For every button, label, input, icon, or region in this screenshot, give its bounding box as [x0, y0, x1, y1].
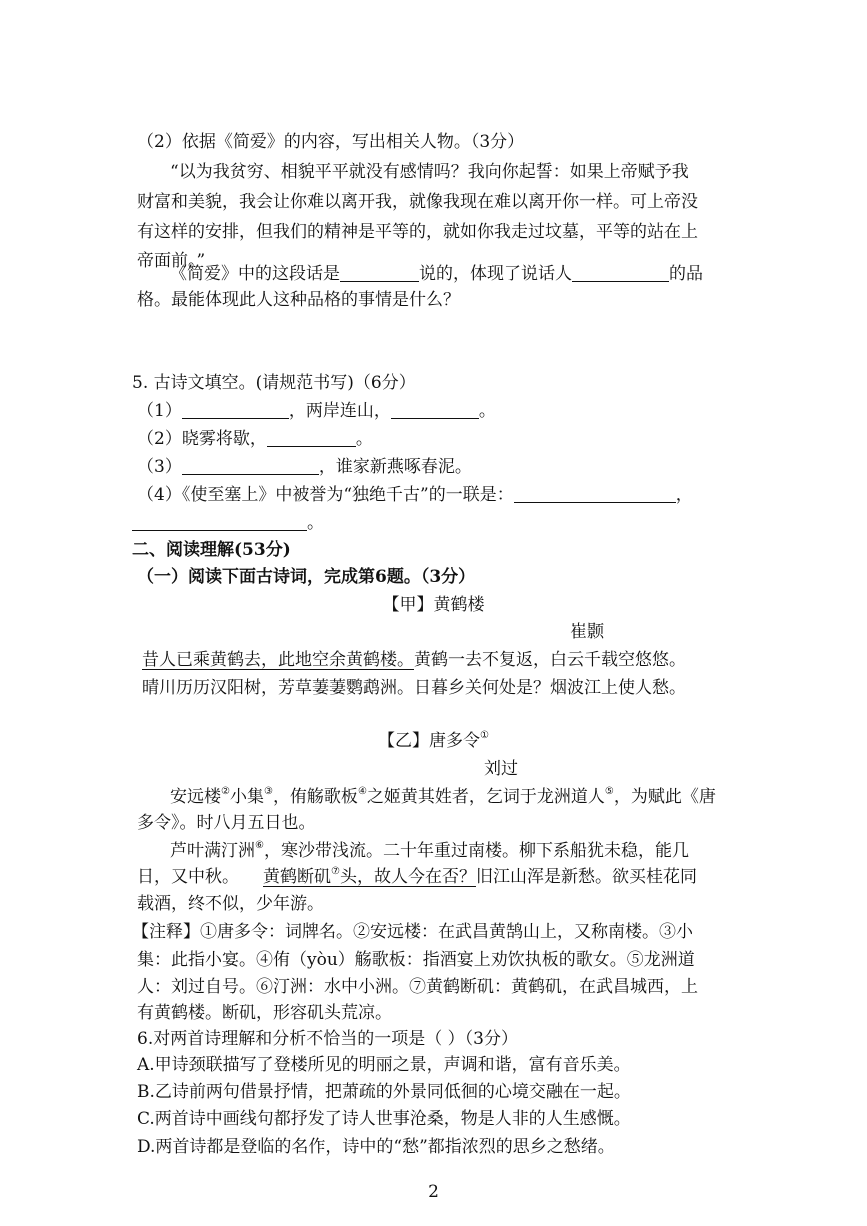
quote-line-4: 帝面前。”	[137, 251, 206, 271]
q6-option-a[interactable]: A.甲诗颈联描写了登楼所见的明丽之景，声调和谐，富有音乐美。	[137, 1055, 631, 1075]
underlined-line-b: 黄鹤断矶⑦头，故人今在否？	[263, 866, 476, 887]
q6-option-b[interactable]: B.乙诗前两句借景抒情，把萧疏的外景同低徊的心境交融在一起。	[137, 1082, 631, 1102]
poem-b-body-2: 日，又中秋。 黄鹤断矶⑦头，故人今在否？旧江山浑是新愁。欲买桂花同	[137, 866, 697, 887]
q6-option-c[interactable]: C.两首诗中画线句都抒发了诗人世事沧桑，物是人非的人生感慨。	[137, 1109, 631, 1129]
quote-line-3: 有这样的安排，但我们的精神是平等的，就如你我走过坟墓，平等的站在上	[137, 222, 698, 242]
q5-item-2: （2）晓雾将歇， 。	[137, 429, 373, 449]
quote-line-1: “以为我贫穷、相貌平平就没有感情吗？我向你起誓：如果上帝赋予我	[170, 162, 689, 182]
page-number: 2	[428, 1182, 439, 1202]
poem-a-line-2: 晴川历历汉阳树，芳草萋萋鹦鹉洲。日暮乡关何处是？烟波江上使人愁。	[142, 678, 686, 698]
q6-stem: 6.对两首诗理解和分析不恰当的一项是（ ）（3分）	[137, 1029, 518, 1049]
q5-item-4: （4）《使至塞上》中被誉为“独绝千古”的一联是： ，	[137, 485, 693, 505]
notes-line-1: 【注释】①唐多令：词牌名。②安远楼：在武昌黄鹄山上，又称南楼。③小	[132, 922, 693, 942]
notes-line-2: 集：此指小宴。④侑（yòu）觞歌板：指酒宴上劝饮执板的歌女。⑤龙洲道	[137, 950, 695, 970]
poem-a-title: 【甲】黄鹤楼	[382, 595, 485, 615]
poem-b-body-3: 载酒，终不似，少年游。	[137, 894, 324, 914]
poem-b-preface-2: 多令》。时八月五日也。	[137, 813, 316, 833]
q5-item-3: （3） ，谁家新燕啄春泥。	[137, 457, 472, 477]
q5-item-4-cont: 。	[132, 512, 324, 534]
q5-title: 5. 古诗文填空。(请规范书写)（6分）	[132, 373, 416, 393]
notes-line-4: 有黄鹤楼。断矶，形容矶头荒凉。	[137, 1003, 392, 1023]
q5-item-1: （1） ，两岸连山， 。	[137, 401, 496, 421]
answer-blank-speaker[interactable]	[340, 265, 419, 282]
answer-blank-3[interactable]	[182, 458, 319, 475]
quote-line-2: 财富和美貌，我会让你难以离开我，就像我现在难以离开你一样。可上帝没	[137, 192, 698, 212]
q4-2-prompt-line-2: 格。最能体现此人这种品格的事情是什么？	[137, 290, 460, 310]
answer-blank-4b[interactable]	[132, 514, 307, 531]
poem-a-line-1: 昔人已乘黄鹤去，此地空余黄鹤楼。黄鹤一去不复返，白云千载空悠悠。	[142, 650, 686, 670]
answer-blank-character[interactable]	[572, 265, 669, 282]
q6-option-d[interactable]: D.两首诗都是登临的名作，诗中的“愁”都指浓烈的思乡之愁绪。	[137, 1137, 615, 1157]
answer-blank-1a[interactable]	[182, 402, 289, 419]
q4-2-title: （2）依据《简爱》的内容，写出相关人物。（3分）	[137, 132, 525, 152]
underlined-line-a: 昔人已乘黄鹤去，此地空余黄鹤楼。	[142, 650, 414, 670]
answer-blank-1b[interactable]	[391, 402, 479, 419]
poem-a-author: 崔颢	[570, 622, 604, 642]
poem-b-body-1: 芦叶满汀洲⑥，寒沙带浅流。二十年重过南楼。柳下系船犹未稳，能几	[170, 840, 689, 861]
answer-blank-2[interactable]	[267, 430, 356, 447]
section-2-sub-1: （一）阅读下面古诗词，完成第6题。（3分）	[137, 567, 476, 587]
q4-2-prompt: 《简爱》中的这段话是 说的，体现了说话人 的品	[170, 264, 703, 284]
section-2-title: 二、阅读理解(53分)	[132, 540, 291, 560]
poem-b-author: 刘过	[484, 759, 518, 779]
answer-blank-4a[interactable]	[514, 486, 676, 503]
notes-line-3: 人：刘过自号。⑥汀洲：水中小洲。⑦黄鹤断矶：黄鹤矶，在武昌城西，上	[137, 977, 698, 997]
poem-b-title: 【乙】唐多令①	[378, 730, 489, 751]
poem-b-preface-1: 安远楼②小集③，侑觞歌板④之姬黄其姓者，乞词于龙洲道人⑤，为赋此《唐	[170, 786, 716, 807]
